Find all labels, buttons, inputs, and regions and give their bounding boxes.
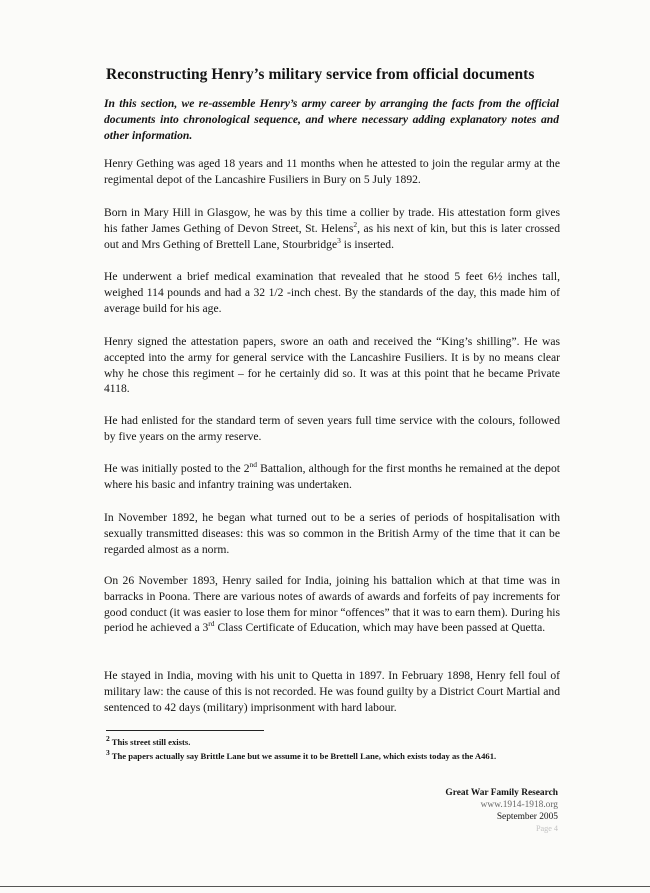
footnote-ref-2: 2 — [353, 219, 358, 229]
scan-edge-divider — [0, 886, 650, 887]
paragraph-posting: He was initially posted to the 2nd Battalion, although for the first months he remained at the depot where his basic and infantry training was undertaken. — [104, 460, 560, 491]
paragraph-attestation: Henry Gething was aged 18 years and 11 months when he attested to join the regular army at the regimental depot of the Lancashire Fusiliers in Bury on 5 July 1892. — [104, 157, 560, 186]
footer-url[interactable]: www.1914-1918.org — [480, 800, 558, 810]
intro-paragraph: In this section, we re-assemble Henry’s army career by arranging the facts from the official documents into chronological sequence, and where necessary adding explanatory notes and other information. — [104, 97, 559, 142]
paragraph-hospitalisation: In November 1892, he began what turned out to be a series of periods of hospitalisation with sexually transmitted diseases: this was so common in the British Army of the time that it can be regarded almost as a norm. — [104, 511, 560, 556]
paragraph-birth-next-of-kin: Born in Mary Hill in Glasgow, he was by this time a collier by trade. His attestation form gives his father James Gething of Devon Street, St. Helens$^2$, as his next of kin, but this is later crossed out and Mrs Gething of Brettell Lane, Stourbridge$^3$ is inserted. — [104, 206, 560, 251]
footer-date: September 2005 — [496, 812, 558, 822]
footnote-ref-3: 3 — [337, 235, 341, 245]
paragraph-enlistment-term: He had enlisted for the standard term of seven years full time service with the colours, followed by five years on the army reserve. — [104, 414, 560, 443]
paragraph-medical: He underwent a brief medical examination that revealed that he stood 5 feet 6½ inches tall, weighed 114 pounds and had a 32 1/2 -inch chest. By the standards of the day, this made him of average build for his age. — [104, 270, 560, 315]
footnote-2: $^2$ This street still exists. — [106, 734, 191, 747]
paragraph-court-martial: He stayed in India, moving with his unit to Quetta in 1897. In February 1898, Henry fell foul of military law: the cause of this is not recorded. He was found guilty by a District Court Martial and sentenced to 42 days (military) imprisonment with hard labour. — [104, 669, 560, 714]
footnote-3: $^3$ The papers actually say Brittle Lane but we assume it to be Brettell Lane, which exists today as the A461. — [106, 748, 497, 761]
paragraph-attestation-papers: Henry signed the attestation papers, swore an oath and received the “King’s shilling”. He was accepted into the army for general service with the Lancashire Fusiliers. It is by no means clear why he chose this regiment – for he certainly did so. It was at this point that he became Private 4118. — [104, 335, 560, 396]
footer-brand: Great War Family Research — [445, 788, 558, 798]
page-number: Page 4 — [535, 824, 558, 833]
page-title: Reconstructing Henry’s military service from official documents — [106, 66, 535, 83]
paragraph-india: On 26 November 1893, Henry sailed for India, joining his battalion which at that time was in barracks in Poona. There are various notes of awards of awards and forfeits of pay increments for good conduct (it was easier to lose them for minor “offences” that it was to earn them). During his period he achieved a 3rd Class Certificate of Education, which may have been passed at Quetta. — [104, 574, 560, 635]
footnote-divider — [106, 730, 264, 731]
